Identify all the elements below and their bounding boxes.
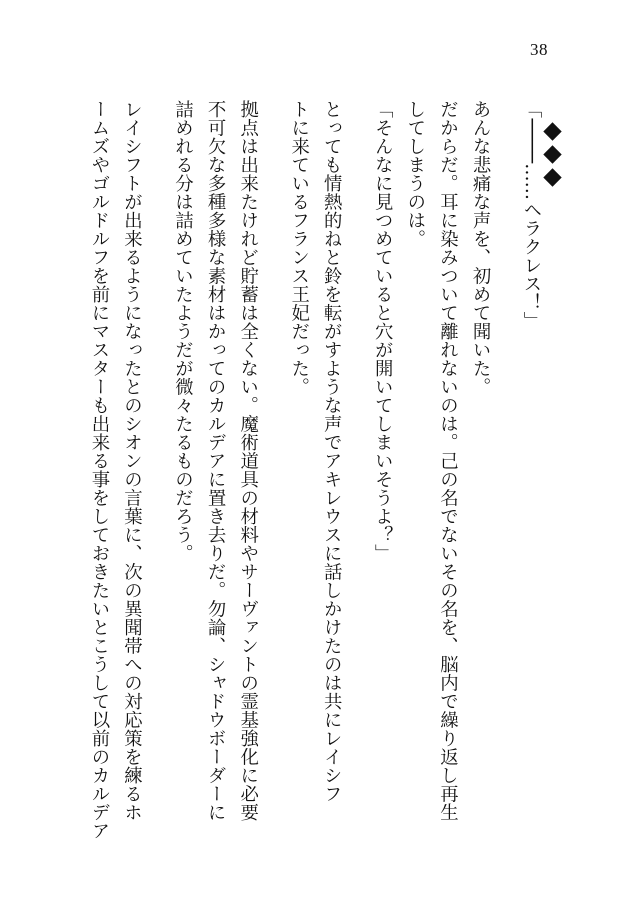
text-line: あんな悲痛な声を、初めて聞いた。 <box>470 100 492 396</box>
text-line: レイシフトが出来るようになったとのシオンの言葉に、次の異聞帯への対応策を練るホ <box>121 100 143 822</box>
page-number: 38 <box>530 40 548 59</box>
text-line: 「────……ヘラクレス！」 <box>521 100 542 330</box>
body-text <box>82 100 547 860</box>
text-line: 不可欠な多種多様な素材はかってのカルデアに置き去りだ。勿論、シャドウボーダーに <box>205 100 227 822</box>
text-line: トに来ているフランス王妃だった。 <box>288 100 310 396</box>
text-line: だからだ。耳に染みついて離れないのは。己の名でないその名を、脳内で繰り返し再生 <box>437 100 459 822</box>
text-line: とっても情熱的ねと鈴を転がすような声でアキレウスに話しかけたのは共にレイシフ <box>321 100 343 803</box>
text-line: 「そんなに見つめていると穴が開いてしまいそうよ？」 <box>372 100 394 563</box>
text-line: 詰めれる分は詰めていたようだが微々たるものだろう。 <box>172 100 194 563</box>
text-line: 拠点は出来たけれど貯蓄は全くない。魔術道具の材料やサーヴァントの霊基強化に必要 <box>237 100 259 822</box>
text-line: してしまうのは。 <box>404 100 426 248</box>
text-line: ームズやゴルドルフを前にマスターも出来る事をしておきたいとこうして以前のカルデア <box>88 100 110 840</box>
